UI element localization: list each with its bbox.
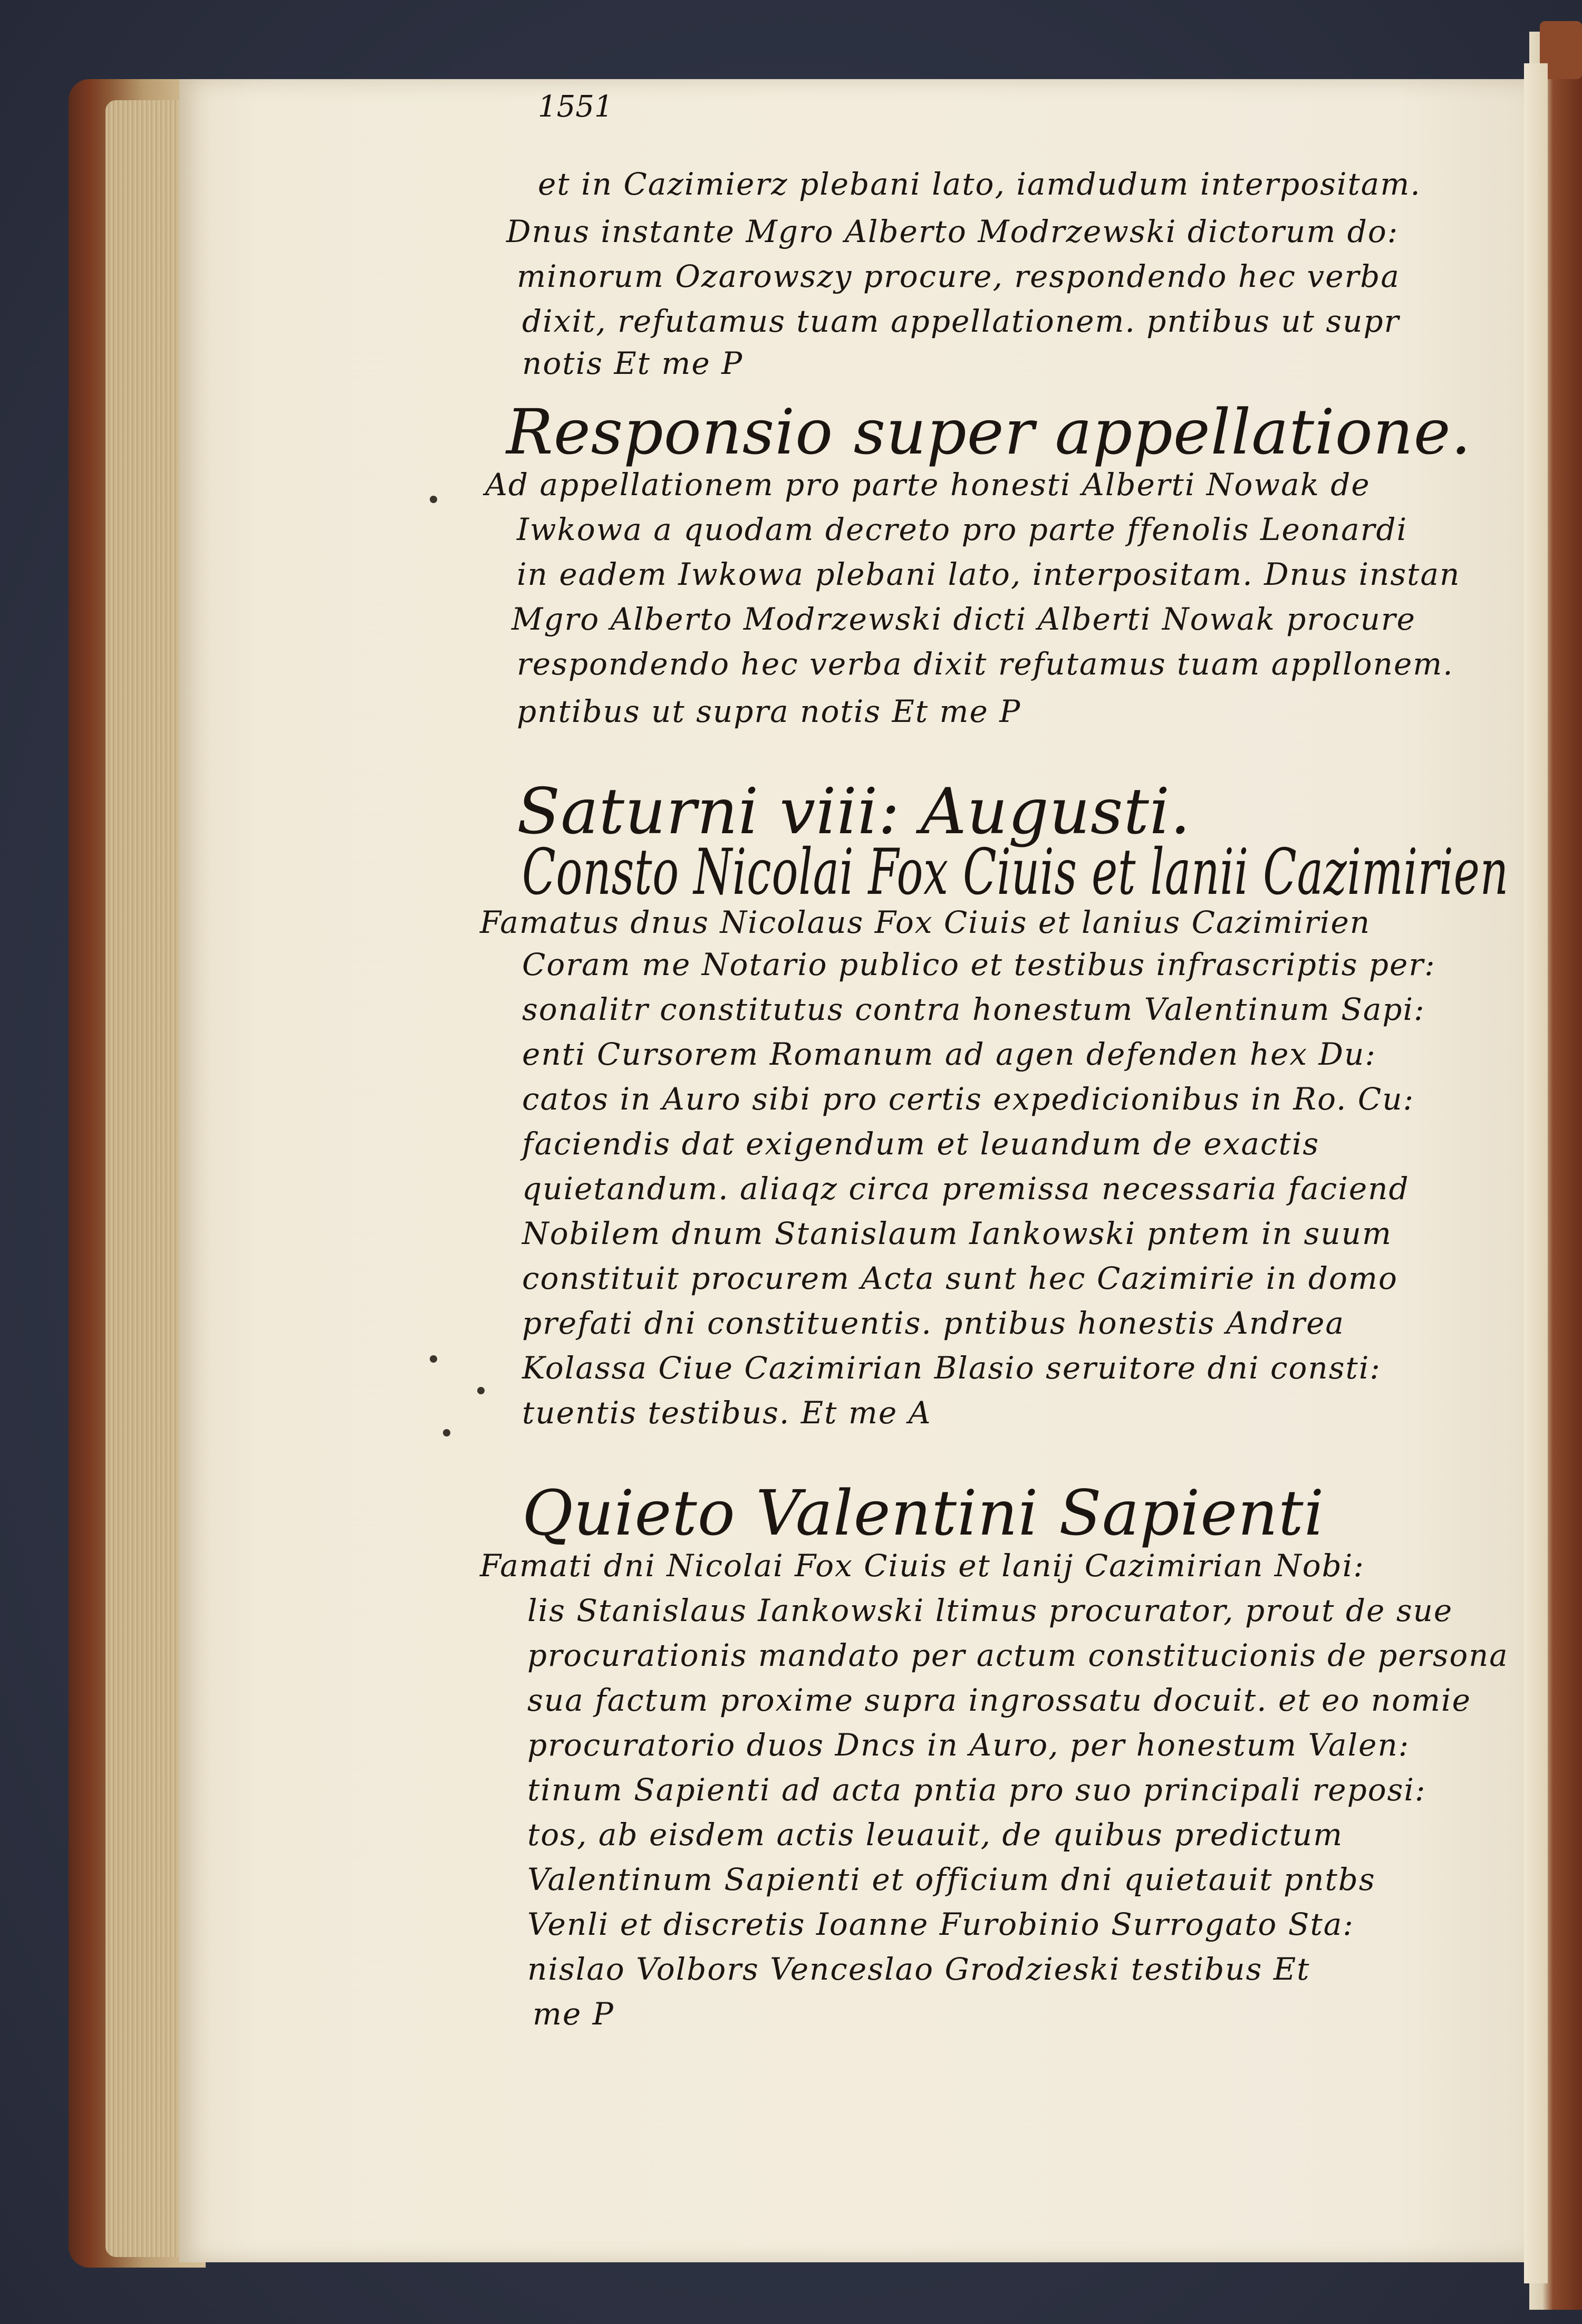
text-line: constituit procurem Acta sunt hec Cazimirie in domo [522,1260,1398,1296]
entry-heading: Responsio super appellatione. [506,396,1472,468]
text-line: prefati dni constituentis. pntibus honestis Andrea [522,1305,1345,1341]
text-line: Kolassa Ciue Cazimirian Blasio seruitore dni consti: [522,1350,1381,1386]
text-line: procurationis mandato per actum constitucionis de persona [527,1637,1509,1673]
text-line: Nobilem dnum Stanislaum Iankowski pntem in suum [522,1216,1392,1251]
next-page-edge [1524,63,1548,2283]
ink-dot [443,1429,450,1436]
text-line: in eadem Iwkowa plebani lato, interpositam. Dnus instan [517,556,1461,592]
text-line: dixit, refutamus tuam appellationem. pntibus ut supr [522,303,1400,339]
text-line: tos, ab eisdem actis leuauit, de quibus predictum [527,1817,1344,1853]
text-line: tuentis testibus. Et me A [522,1395,932,1431]
text-line: Venli et discretis Ioanne Furobinio Surrogato Sta: [527,1906,1354,1942]
text-line: Coram me Notario publico et testibus infrascriptis per: [522,947,1436,982]
text-line: Valentinum Sapienti et officium dni quietauit pntbs [527,1862,1376,1897]
text-line: sonalitr constitutus contra honestum Valentinum Sapi: [522,991,1425,1027]
text-line: lis Stanislaus Iankowski ltimus procurator, prout de sue [527,1593,1453,1628]
text-line: tinum Sapienti ad acta pntia pro suo principali reposi: [527,1772,1426,1808]
text-line: nislao Volbors Venceslao Grodzieski testibus Et [527,1951,1310,1987]
ink-dot [477,1387,485,1394]
text-line: respondendo hec verba dixit refutamus tuam appllonem. [517,646,1454,682]
ink-dot [430,1355,437,1363]
text-line: me P [533,1996,614,2032]
text-line: Ad appellationem pro parte honesti Alberti Nowak de [485,467,1371,503]
text-line: catos in Auro sibi pro certis expedicionibus in Ro. Cu: [522,1081,1415,1117]
text-line: quietandum. aliaqz circa premissa necessaria faciend [522,1171,1410,1207]
text-line: faciendis dat exigendum et leuandum de exactis [522,1126,1320,1162]
text-line: Famatus dnus Nicolaus Fox Ciuis et lanius Cazimirien [480,904,1371,940]
text-line: et in Cazimierz plebani lato, iamdudum interpositam. [538,166,1421,202]
text-line: notis Et me P [522,345,744,381]
text-line: procuratorio duos Dncs in Auro, per honestum Valen: [527,1727,1410,1763]
text-line: sua factum proxime supra ingrossatu docuit. et eo nomie [527,1682,1471,1718]
entry-heading: Consto Nicolai Fox Ciuis et lanii Cazimirien [522,836,1509,909]
text-line: Mgro Alberto Modrzewski dicti Alberti Nowak procure [512,601,1416,637]
entry-heading: Quieto Valentini Sapienti [522,1477,1325,1549]
text-line: enti Cursorem Romanum ad agen defenden hex Du: [522,1036,1376,1072]
text-line: pntibus ut supra notis Et me P [517,693,1021,729]
text-line: Dnus instante Mgro Alberto Modrzewski dictorum do: [506,214,1399,249]
text-line: Iwkowa a quodam decreto pro parte ffenolis Leonardi [517,512,1408,547]
ink-dot [430,496,437,503]
folio-number: 1551 [538,90,613,124]
text-line: Famati dni Nicolai Fox Ciuis et lanij Cazimirian Nobi: [480,1548,1365,1584]
date-heading: Saturni viii: Augusti. [517,775,1191,848]
text-line: minorum Ozarowszy procure, respondendo hec verba [517,258,1400,294]
